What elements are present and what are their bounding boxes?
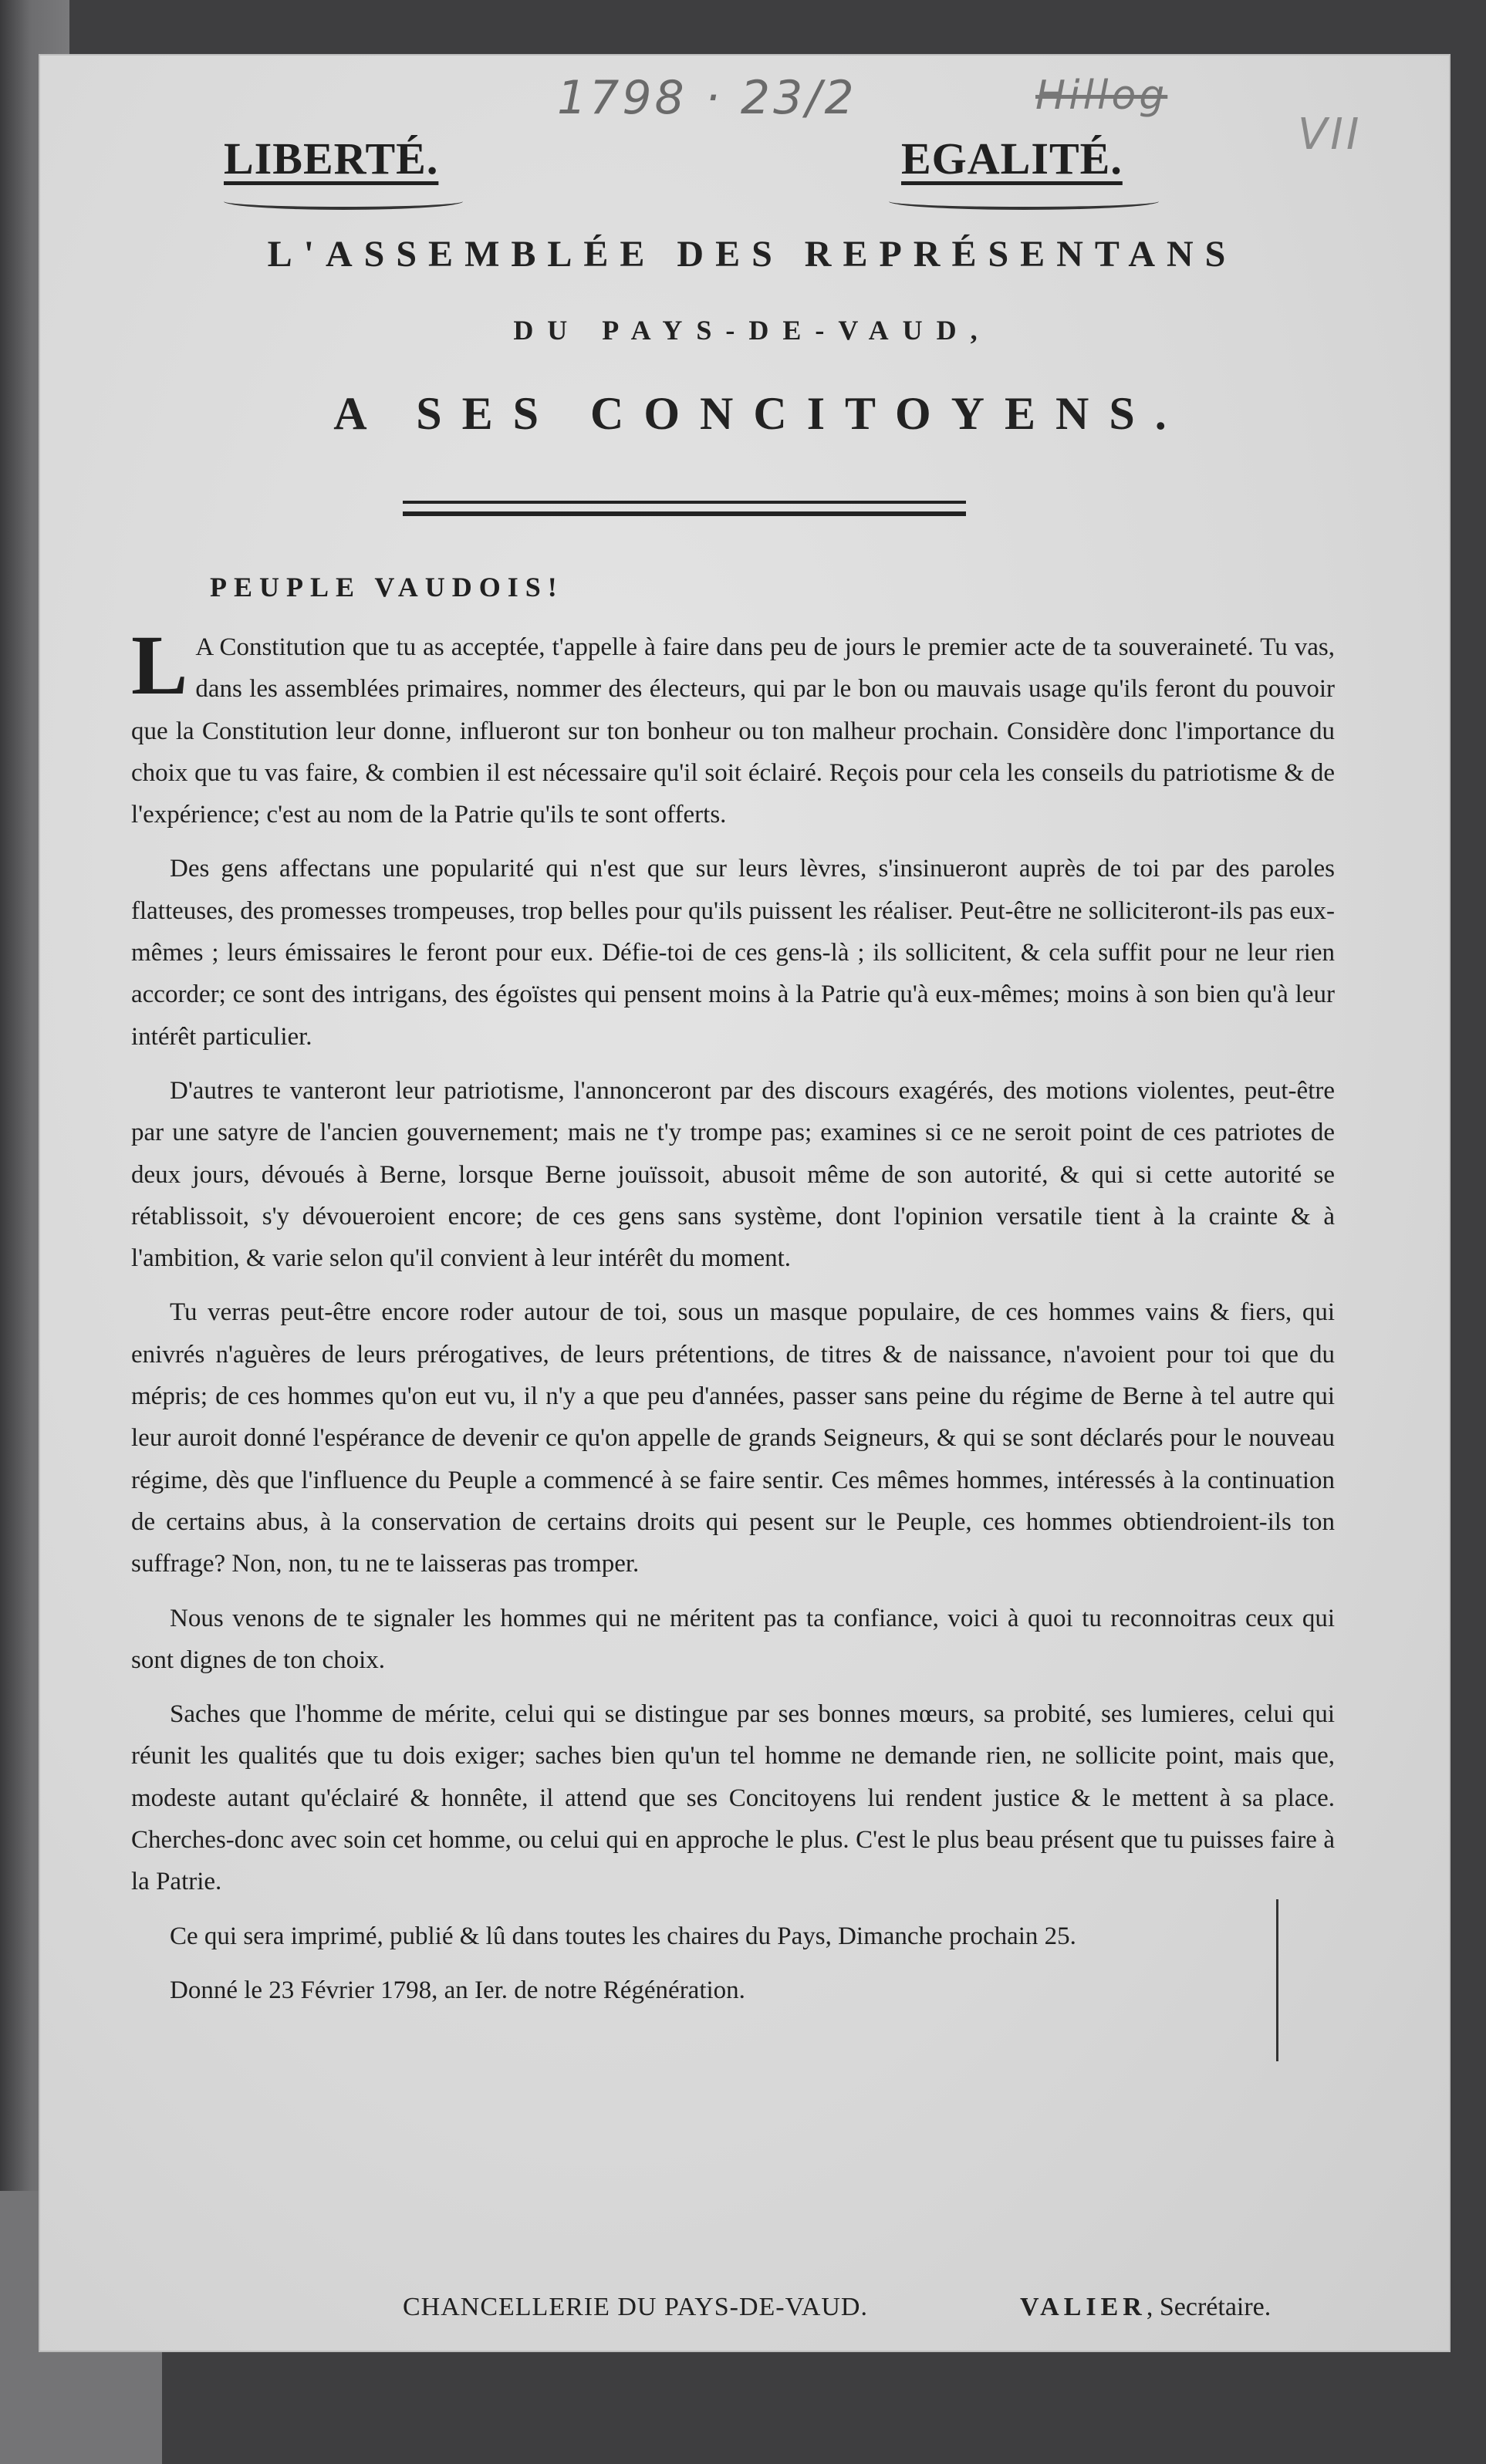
handwritten-scribble: Hillog (1035, 73, 1168, 119)
paragraph-5: Nous venons de te signaler les hommes qui ne méritent pas ta confiance, voici à quoi tu reconnoitras ceux qui sont dignes de ton choix. (131, 1604, 1335, 1674)
document-page (40, 56, 1449, 2351)
paragraph-1: LA Constitution que tu as acceptée, t'appelle à faire dans peu de jours le premier acte de ta souveraineté. Tu vas, dans les assemblées primaires, nommer des électeurs, qui par le bon ou mauvais usage qu'ils feront du pouvoir que la Constitution leur donne, influeront sur ton bonheur ou ton malheur prochain. Considère donc l'importance du choix que tu vas faire, & combien il est nécessaire qu'il soit éclairé. Reçois pour cela les conseils du patriotisme & de l'expérience; c'est au nom de la Patrie qu'ils te sont offerts. (131, 618, 1335, 829)
title-rule-divider (403, 501, 966, 516)
signature (1020, 2293, 1271, 2322)
signer-title: , Secrétaire. (1146, 2293, 1272, 2321)
motto-egalite: EGALITÉ. (901, 133, 1123, 184)
proclamation-body (131, 618, 1335, 2024)
motto-liberte: LIBERTÉ. (224, 133, 439, 184)
paragraph-6: Saches que l'homme de mérite, celui qui se distingue par ses bonnes mœurs, sa probité, ses lumieres, celui qui réunit les qualités que tu dois exiger; saches bien qu'un tel homme ne demande rien, ne sollicite point, mais que, modeste autant qu'éclairé & honnête, il attend que ses Concitoyens lui rendent justice & le mettent à sa place. Cherches-donc avec soin cet homme, ou celui qui en approche le plus. C'est le plus beau présent que tu puisses faire à la Patrie. (131, 1700, 1335, 1896)
margin-mark: VII (1298, 110, 1363, 160)
motto-right-swash (889, 193, 1159, 210)
title-region: DU PAYS-DE-VAUD, (513, 315, 991, 346)
paragraph-3: D'autres te vanteront leur patriotisme, l'annonceront par des discours exagérés, des motions violentes, peut-être par une satyre de l'ancien gouvernement; mais ne t'y trompe pas; examines si ce ne seroit point de ces patriotes de deux jours, dévoués à Berne, lorsque Berne jouïssoit, abusoit même de son autorité, & qui si cette autorité se rétablissoit, s'y dévoueroient encore; de ces gens sans système, dont l'opinion versatile tient à la crainte & à l'ambition, & varie selon qu'il convient à leur intérêt du moment. (131, 1076, 1335, 1273)
paragraph-4: Tu verras peut-être encore roder autour de toi, sous un masque populaire, de ces hommes vains & fiers, qui enivrés n'aguères de leurs prérogatives, de leurs prétentions, de titres & de naissance, n'avoient pour toi que du mépris; de ces hommes qu'on eut vu, il n'y a que peu d'années, passer sans peine du régime de Berne à tel autre qui leur auroit donné l'espérance de devenir ce qu'on appelle de grands Seigneurs, & qui se sont déclarés pour le nouveau régime, dès que l'influence du Peuple a commencé à se faire sentir. Ces mêmes hommes, intéressés à la continuation de certains abus, à la conservation de certains droits qui pesent sur le Peuple, ces hommes obtiendroient-ils ton suffrage? Non, non, tu ne te laisseras pas tromper. (131, 1298, 1335, 1578)
motto-left-swash (224, 193, 463, 210)
title-addressees: A SES CONCITOYENS. (333, 388, 1187, 439)
chancellery-label: CHANCELLERIE DU PAYS-DE-VAUD. (403, 2293, 868, 2321)
archive-reference-note: 1798 · 23/2 (557, 71, 857, 125)
paragraph-2: Des gens affectans une popularité qui n'est que sur leurs lèvres, s'insinueront auprès de toi par des paroles flatteuses, des promesses trompeuses, trop belles pour qu'ils puissent les réaliser. Peut-être ne solliciteront-ils pas eux-mêmes ; leurs émissaires le feront pour eux. Défie-toi de ces gens-là ; ils sollicitent, & cela suffit pour ne leur rien accorder; ce sont des intrigans, des égoïstes qui pensent moins à la Patrie qu'à eux-mêmes; moins à son bien qu'à leur intérêt particulier. (131, 855, 1335, 1051)
salutation: PEUPLE VAUDOIS! (210, 572, 564, 602)
date-line: Donné le 23 Février 1798, an Ier. de notre Régénération. (170, 1976, 745, 2004)
paragraph-7: Ce qui sera imprimé, publié & lû dans toutes les chaires du Pays, Dimanche prochain 25. (170, 1922, 1076, 1950)
signer-name: VALIER (1020, 2293, 1147, 2321)
title-assembly: L'ASSEMBLÉE DES REPRÉSENTANS (267, 234, 1238, 275)
margin-bar-mark (1276, 1899, 1278, 2061)
